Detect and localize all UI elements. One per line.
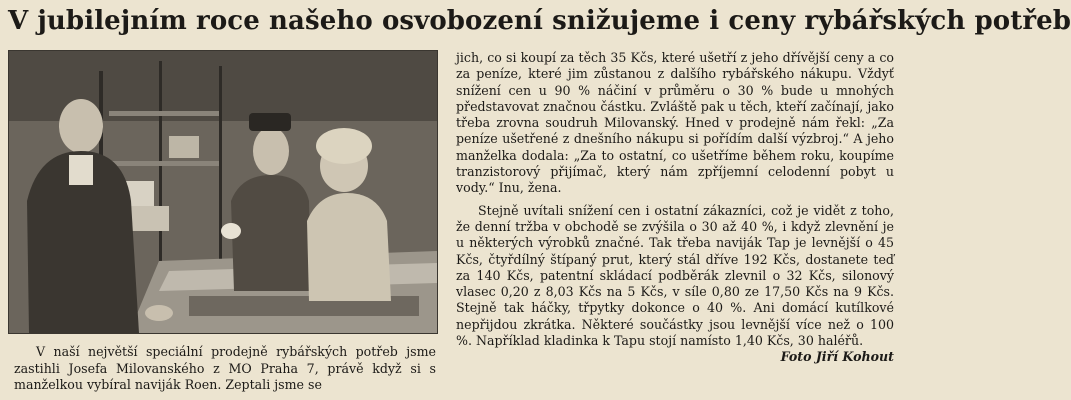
right-paragraph-2-text: Stejně uvítali snížení cen i ostatní zákazníci, což je vidět z toho, že denní tržba v obchodě se zvýšila o 30 až 40 %, i když zlevnění je u některých výrobků značné. Tak třeba naviják Tap je levnější o 45 Kčs, čtyřdílný štípaný prut, který stál dříve 192 Kčs, dostanete teď za 140 Kčs, patentní skládací podběrák zlevnil o 32 Kčs, silonový vlasec 0,20 z 8,03 Kčs na 5 Kčs, v síle 0,80 ze 17,50 Kčs na 9 Kčs. Stejně tak háčky, třpytky dokonce o 40 %. Ani domácí kutílkové nepřijdou zkrátka. Některé součástky jsou levnější více než o 100 %. Například kladinka k Tapu stojí namísto 1,40 Kčs, 30 haléřů.: [456, 202, 894, 349]
right-paragraph-1: jich, co si koupí za těch 35 Kčs, které ušetří z jeho dřívější ceny a co za peníze, které jim zůstanou z dalšího rybářského nákupu. Vždyť snížení cen u 90 % náčiní v průměru o 30 % bude u mnohých představovat značnou částku. Zvláště pak u těch, kteří začínají, jako třeba zrovna soudruh Milovanský. Hned v prodejně nám řekl: „Za peníze ušetřené z dnešního nákupu si pořídím další výzbroj.“ A jeho manželka dodala: „Za to ostatní, co ušetříme během roku, koupíme tranzistorový přijímač, který nám zpříjemní celodenní pobyt u vody.“ Inu, žena.: [456, 50, 894, 196]
left-column-text: [14, 344, 436, 400]
shop-photo-illustration: [9, 51, 437, 333]
left-paragraph: V naší největší speciální prodejně rybářských potřeb jsme zastihli Josefa Milovanského z MO Praha 7, právě když si s manželkou vybíral naviják Roen. Zeptali jsme se: [14, 344, 436, 392]
photo-credit: Foto Jiří Kohout: [780, 349, 894, 365]
article-photo: [8, 50, 438, 334]
headline: V jubilejním roce našeho osvobození snižujeme i ceny rybářských potřeb: [8, 6, 1071, 36]
right-paragraph-2: [456, 202, 894, 365]
right-column-text: [456, 50, 894, 400]
